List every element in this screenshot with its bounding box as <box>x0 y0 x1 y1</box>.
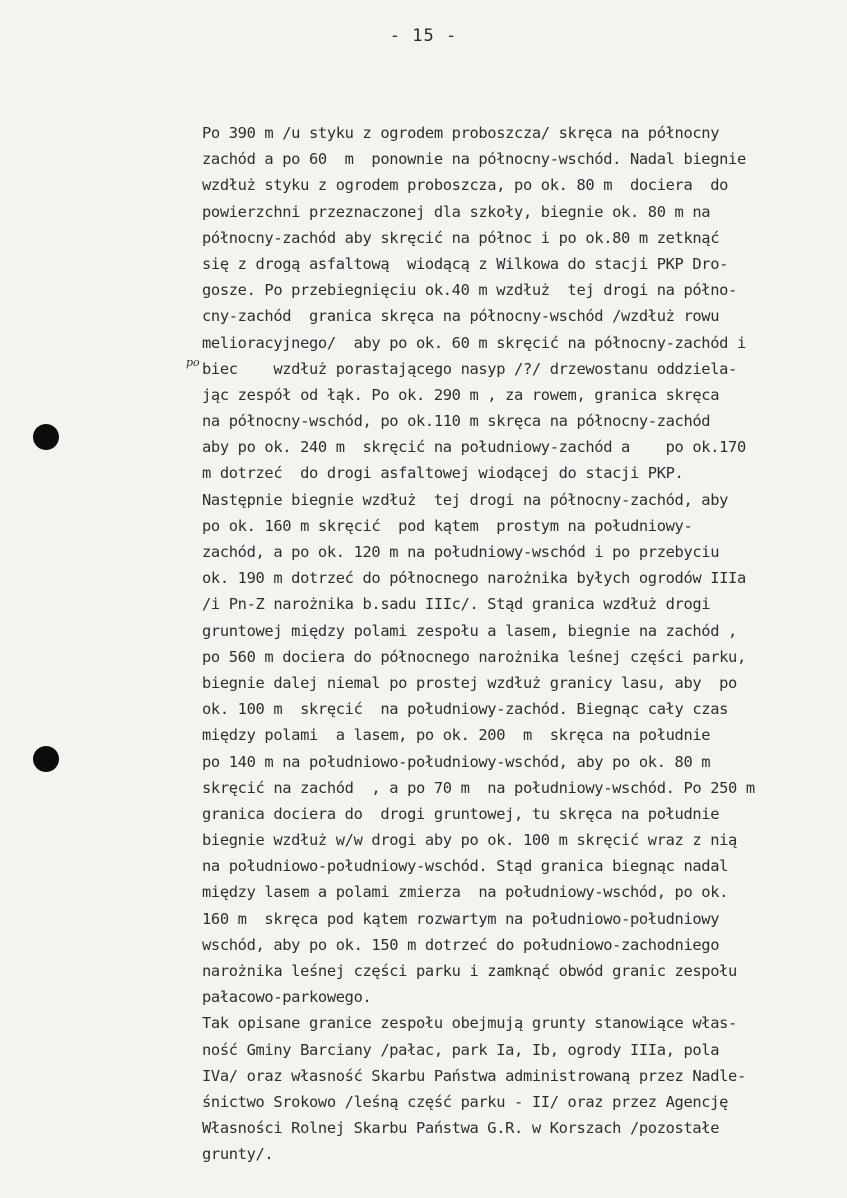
text-line: Tak opisane granice zespołu obejmują grunty stanowiące włas- <box>202 1014 737 1033</box>
text-line: wschód, aby po ok. 150 m dotrzeć do południowo-zachodniego <box>202 935 720 954</box>
text-line: Następnie biegnie wzdłuż tej drogi na północny-zachód, aby <box>202 490 729 509</box>
text-line: po 140 m na południowo-południowy-wschód, aby po ok. 80 m <box>202 752 711 771</box>
text-line: po ok. 160 m skręcić pod kątem prostym na południowy- <box>202 516 693 535</box>
text-line: na północny-wschód, po ok.110 m skręca na północny-zachód <box>202 412 711 431</box>
page-number: - 15 - <box>389 26 458 46</box>
text-line: na południowo-południowy-wschód. Stąd granica biegnąc nadal <box>202 857 729 876</box>
text-line: grunty/. <box>202 1145 274 1164</box>
text-line: gruntowej między polami zespołu a lasem, biegnie na zachód , <box>202 621 737 640</box>
text-line: ok. 190 m dotrzeć do północnego narożnika byłych ogrodów IIIa <box>202 569 746 588</box>
text-line: Po 390 m /u styku z ogrodem proboszcza/ skręca na północny <box>202 124 720 142</box>
text-line: aby po ok. 240 m skręcić na południowy-zachód a po ok.170 <box>202 438 746 457</box>
text-line: biegnie dalej niemal po prostej wzdłuż granicy lasu, aby po <box>202 673 737 692</box>
text-line: biec wzdłuż porastającego nasyp /?/ drzewostanu oddziela- <box>202 359 737 378</box>
punch-hole-bottom <box>33 746 59 772</box>
text-line: powierzchni przeznaczonej dla szkoły, biegnie ok. 80 m na <box>202 202 711 221</box>
text-line: ok. 100 m skręcić na południowy-zachód. Biegnąc cały czas <box>202 700 729 719</box>
text-line: narożnika leśnej części parku i zamknąć obwód granic zespołu <box>202 962 737 980</box>
text-line: 160 m skręca pod kątem rozwartym na południowo-południowy <box>202 909 720 928</box>
text-line: /i Pn-Z narożnika b.sadu IIIc/. Stąd granica wzdłuż drogi <box>202 595 711 614</box>
text-line: m dotrzeć do drogi asfaltowej wiodącej do stacji PKP. <box>202 464 684 483</box>
body-text <box>202 120 842 1168</box>
text-line: ność Gminy Barciany /pałac, park Ia, Ib, ogrody IIIa, pola <box>202 1040 720 1059</box>
text-line: śnictwo Srokowo /leśną część parku - II/ oraz przez Agencję <box>202 1092 729 1111</box>
text-line: IVa/ oraz własność Skarbu Państwa administrowaną przez Nadle- <box>202 1066 746 1085</box>
text-line: cny-zachód granica skręca na północny-wschód /wzdłuż rowu <box>202 307 720 326</box>
text-line: między polami a lasem, po ok. 200 m skręca na południe <box>202 726 711 745</box>
text-line: po 560 m dociera do północnego narożnika leśnej części parku, <box>202 647 746 666</box>
text-line: skręcić na zachód , a po 70 m na południowy-wschód. Po 250 m <box>202 778 755 797</box>
text-line: melioracyjnego/ aby po ok. 60 m skręcić na północny-zachód i <box>202 333 746 352</box>
margin-handwritten-note: po <box>186 356 200 369</box>
text-line: zachód a po 60 m ponownie na północny-wschód. Nadal biegnie <box>202 150 746 169</box>
text-line: północny-zachód aby skręcić na północ i po ok.80 m zetknąć <box>202 228 720 247</box>
text-line: granica dociera do drogi gruntowej, tu skręca na południe <box>202 804 720 823</box>
text-line: Własności Rolnej Skarbu Państwa G.R. w Korszach /pozostałe <box>202 1119 720 1138</box>
text-line: jąc zespół od łąk. Po ok. 290 m , za rowem, granica skręca <box>202 385 720 404</box>
punch-hole-top <box>33 424 59 450</box>
text-line: się z drogą asfaltową wiodącą z Wilkowa do stacji PKP Dro- <box>202 254 729 273</box>
text-line: gosze. Po przebiegnięciu ok.40 m wzdłuż tej drogi na półno- <box>202 281 737 300</box>
text-line: wzdłuż styku z ogrodem proboszcza, po ok. 80 m dociera do <box>202 176 729 195</box>
text-line: zachód, a po ok. 120 m na południowy-wschód i po przebyciu <box>202 543 720 561</box>
text-line: pałacowo-parkowego. <box>202 988 372 1007</box>
text-line: biegnie wzdłuż w/w drogi aby po ok. 100 m skręcić wraz z nią <box>202 831 737 850</box>
text-line: między lasem a polami zmierza na południowy-wschód, po ok. <box>202 883 729 902</box>
